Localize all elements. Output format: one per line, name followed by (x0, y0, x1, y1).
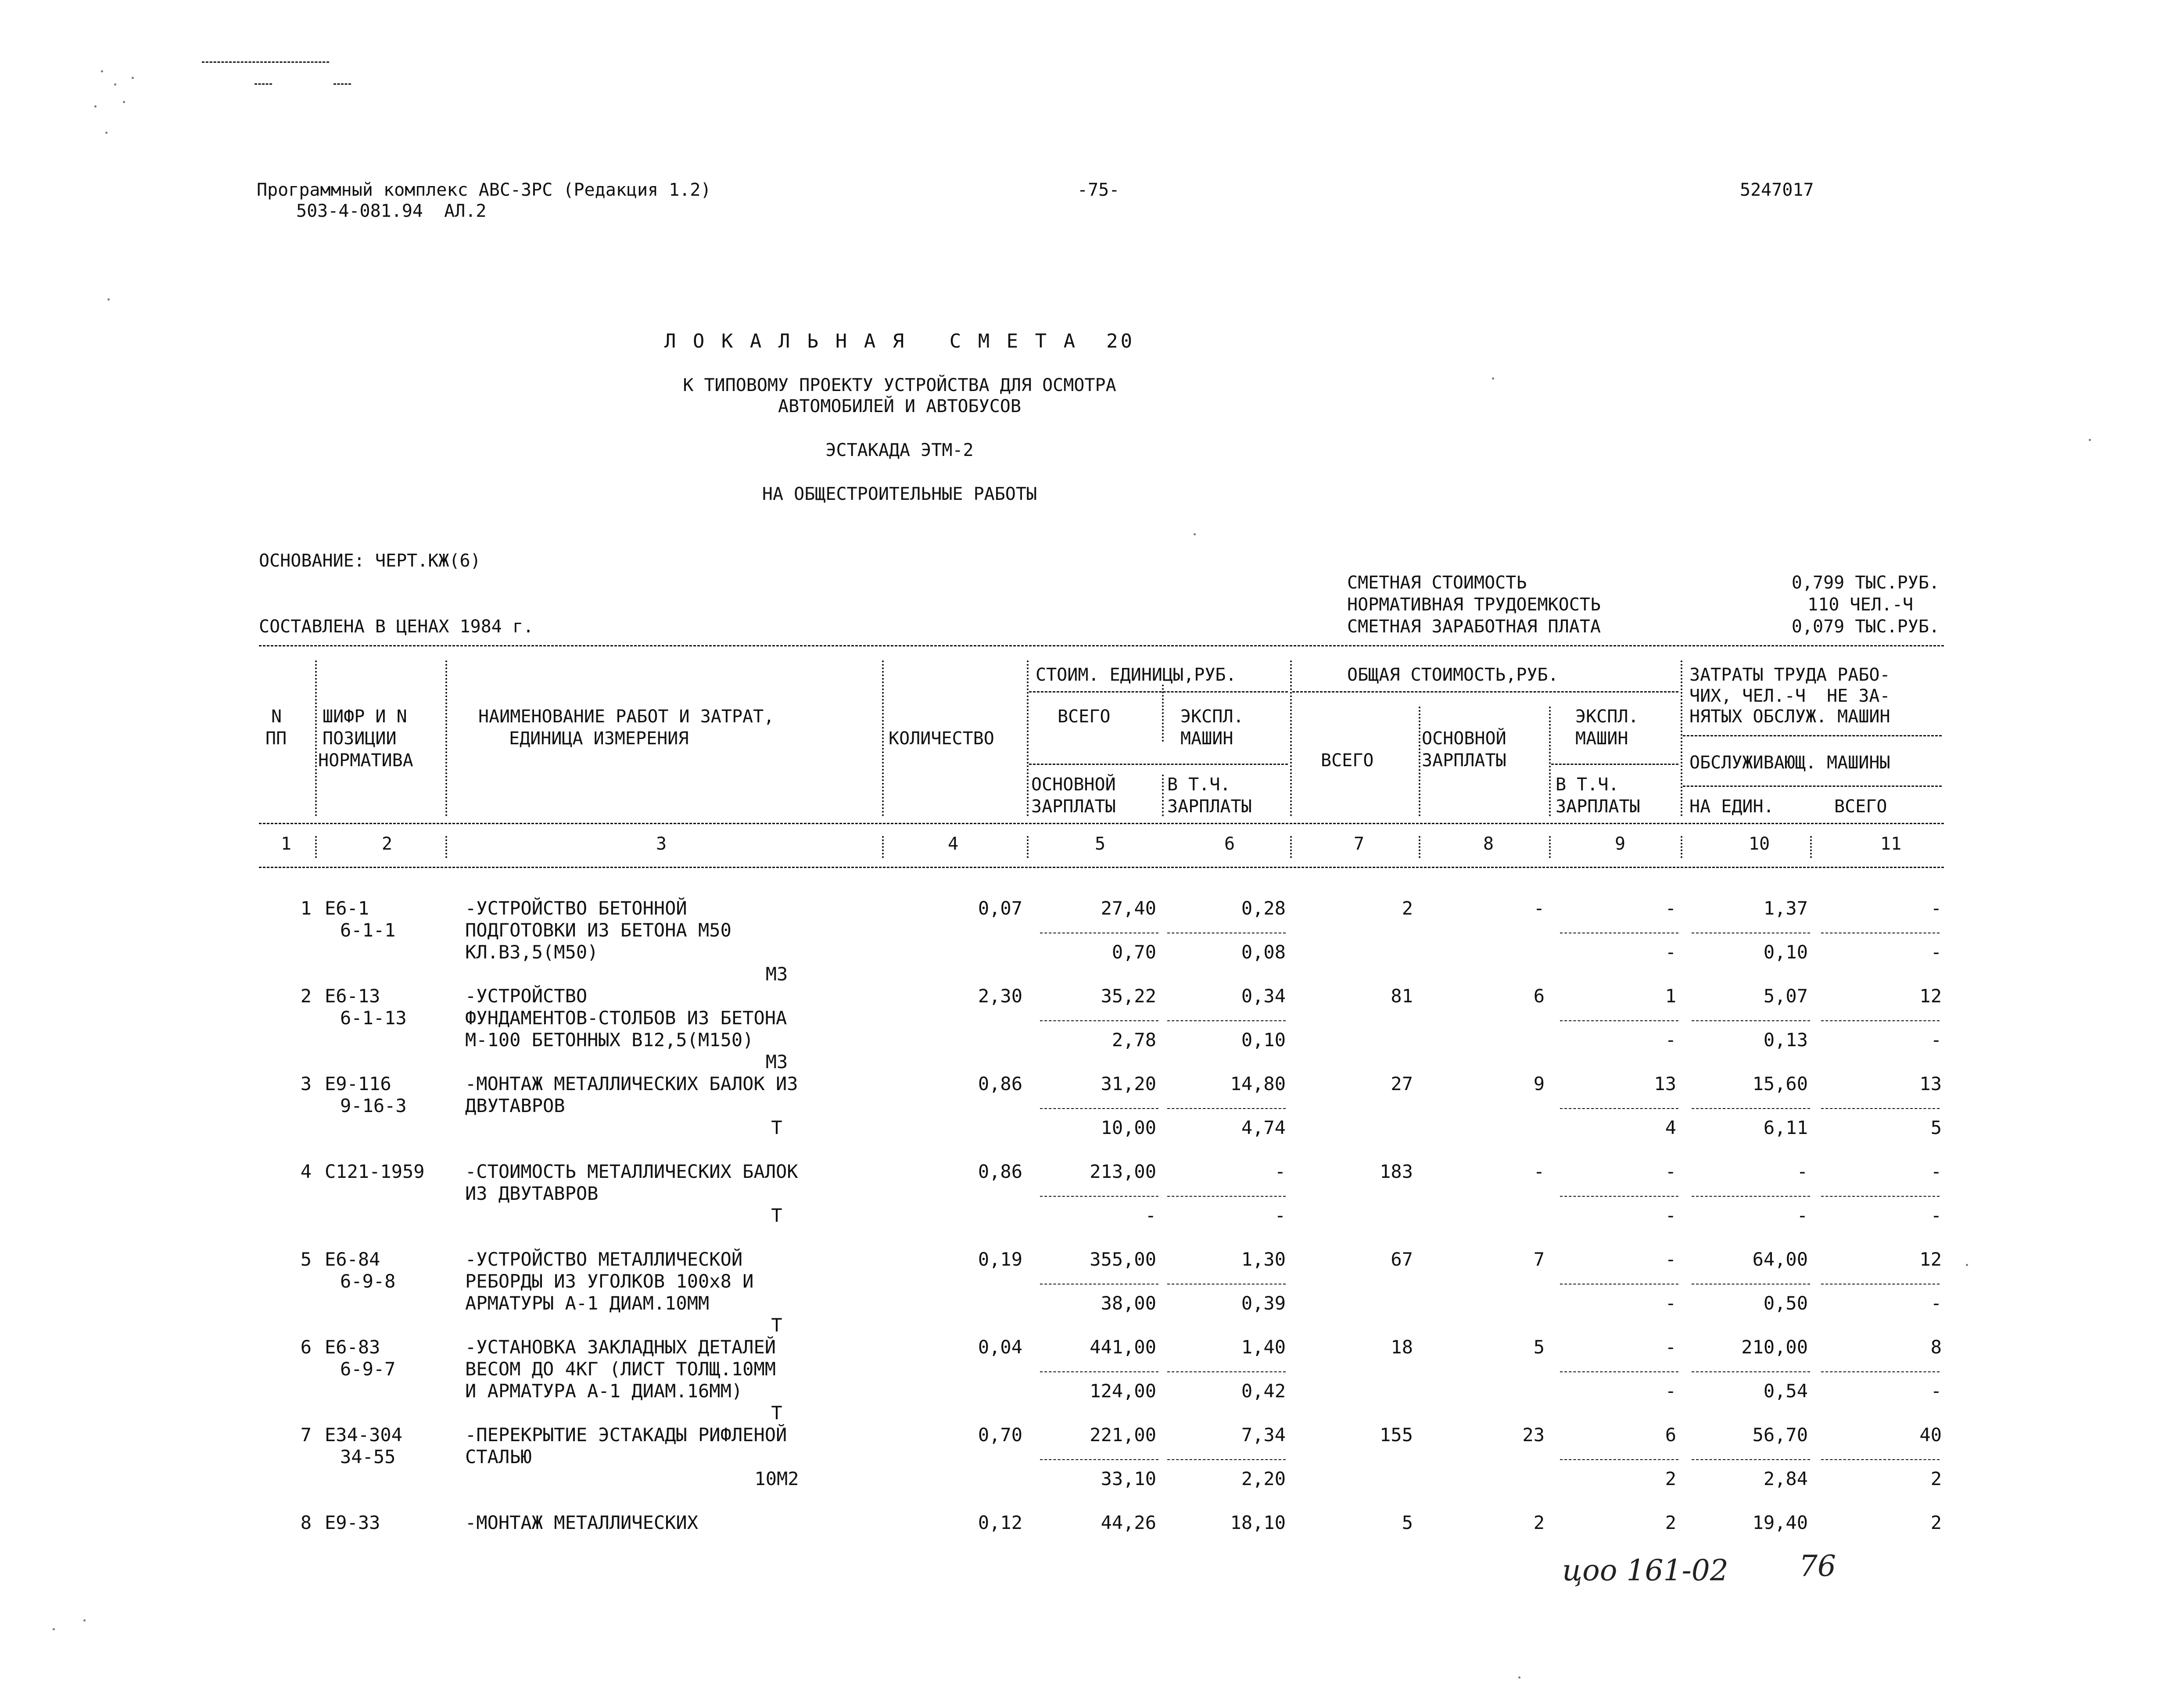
cell-separator (1040, 1459, 1158, 1460)
subheader-rule (1683, 786, 1942, 787)
header-labor-na-edin: НА ЕДИН. (1689, 797, 1774, 817)
row-code-2: 6-1-13 (340, 1007, 407, 1029)
col-divider (1419, 836, 1420, 858)
row-total-wages: - (1533, 1161, 1545, 1182)
row-unit-cost-machines: - (1274, 1161, 1286, 1182)
row-unit: М3 (765, 1051, 788, 1073)
col-divider (445, 660, 447, 816)
header-unit-osn-2: ЗАРПЛАТЫ (1031, 797, 1116, 817)
row-work-name: ДВУТАВРОВ (465, 1095, 565, 1116)
row-number: 6 (300, 1336, 312, 1358)
cell-separator (1040, 1284, 1158, 1285)
row-code-2: 34-55 (340, 1446, 396, 1468)
row-code: Е6-84 (325, 1249, 380, 1270)
row-labor-service-unit: 0,10 (1763, 941, 1808, 963)
cell-separator (1692, 1108, 1810, 1109)
row-work-name: ВЕСОМ ДО 4КГ (ЛИСТ ТОЛЩ.10ММ (465, 1358, 776, 1380)
row-work-name: ФУНДАМЕНТОВ-СТОЛБОВ ИЗ БЕТОНА (465, 1007, 787, 1029)
subheader-rule (1029, 764, 1288, 765)
summary-value-labor: 110 ЧЕЛ.-Ч (1807, 595, 1913, 615)
cell-separator (1821, 1459, 1940, 1460)
cell-separator (1821, 1284, 1940, 1285)
row-total-machine-wages: - (1665, 1029, 1676, 1051)
cell-separator (1692, 1459, 1810, 1460)
row-labor-total: - (1930, 897, 1942, 919)
row-total-cost: 18 (1391, 1336, 1413, 1358)
row-total-cost: 183 (1380, 1161, 1413, 1182)
row-number: 8 (300, 1512, 312, 1533)
row-work-name: -МОНТАЖ МЕТАЛЛИЧЕСКИХ (465, 1512, 699, 1533)
row-unit-wages: 2,78 (1112, 1029, 1156, 1051)
col-divider (1027, 836, 1029, 858)
row-labor-service-unit: 6,11 (1763, 1117, 1808, 1138)
column-number: 1 (281, 834, 292, 854)
row-work-name: АРМАТУРЫ А-1 ДИАМ.10ММ (465, 1292, 710, 1314)
row-total-cost: 81 (1391, 985, 1413, 1007)
summary-label-wages: СМЕТНАЯ ЗАРАБОТНАЯ ПЛАТА (1347, 617, 1601, 637)
header-total-vtch-1: В Т.Ч. (1556, 775, 1619, 795)
row-total-machine-wages: - (1665, 1292, 1676, 1314)
cell-separator (1560, 1020, 1678, 1021)
summary-label-labor: НОРМАТИВНАЯ ТРУДОЕМКОСТЬ (1347, 595, 1601, 615)
row-work-name: РЕБОРДЫ ИЗ УГОЛКОВ 100х8 И (465, 1270, 754, 1292)
scan-speck (83, 1619, 86, 1622)
subheader-rule (1551, 764, 1678, 765)
row-total-machine-wages: - (1665, 1380, 1676, 1402)
cell-separator (1167, 1196, 1286, 1197)
row-labor-service-total: - (1930, 941, 1942, 963)
col-divider (315, 836, 317, 858)
title-line-1: К ТИПОВОМУ ПРОЕКТУ УСТРОЙСТВА ДЛЯ ОСМОТРА (683, 375, 1116, 395)
row-labor-service-unit: 0,50 (1763, 1292, 1808, 1314)
row-total-machines: 1 (1665, 985, 1676, 1007)
row-quantity: 0,86 (978, 1161, 1022, 1182)
cell-separator (1167, 1459, 1286, 1460)
row-unit-cost-total: 35,22 (1101, 985, 1156, 1007)
column-number: 3 (656, 834, 667, 854)
row-unit-cost-total: 44,26 (1101, 1512, 1156, 1533)
row-unit-cost-total: 27,40 (1101, 897, 1156, 919)
row-work-name: И АРМАТУРА А-1 ДИАМ.16ММ) (465, 1380, 743, 1402)
row-total-wages: 23 (1522, 1424, 1545, 1446)
row-unit-wages: 10,00 (1101, 1117, 1156, 1138)
header-bottom-rule (259, 823, 1944, 824)
row-code-2: 6-9-8 (340, 1270, 396, 1292)
col-divider (1290, 660, 1292, 816)
header-name-1: НАИМЕНОВАНИЕ РАБОТ И ЗАТРАТ, (478, 707, 774, 727)
row-labor-per-unit: 15,60 (1752, 1073, 1808, 1094)
header-total-expl-1: ЭКСПЛ. (1575, 707, 1639, 727)
scan-speck (1518, 1676, 1520, 1679)
column-number: 11 (1880, 834, 1902, 854)
row-total-cost: 155 (1380, 1424, 1413, 1446)
row-unit-cost-machines: 1,30 (1241, 1249, 1286, 1270)
row-labor-per-unit: 19,40 (1752, 1512, 1808, 1533)
header-total-osn-2: ЗАРПЛАТЫ (1422, 750, 1506, 771)
col-divider (1810, 836, 1812, 858)
row-number: 2 (300, 985, 312, 1007)
column-number: 5 (1095, 834, 1106, 854)
row-quantity: 0,19 (978, 1249, 1022, 1270)
cell-separator (1040, 1108, 1158, 1109)
row-labor-per-unit: 64,00 (1752, 1249, 1808, 1270)
table-top-rule (259, 645, 1944, 646)
row-unit-wages: - (1145, 1205, 1156, 1226)
row-unit-cost-total: 355,00 (1090, 1249, 1156, 1270)
title-line-3: ЭСТАКАДА ЭТМ-2 (825, 440, 974, 460)
row-quantity: 0,04 (978, 1336, 1022, 1358)
row-total-machine-wages: - (1665, 941, 1676, 963)
row-work-name: -УСТРОЙСТВО БЕТОННОЙ (465, 897, 687, 919)
row-quantity: 2,30 (978, 985, 1022, 1007)
header-labor-1: ЗАТРАТЫ ТРУДА РАБО- (1689, 665, 1890, 685)
row-total-wages: 7 (1533, 1249, 1545, 1270)
col-divider (315, 660, 317, 816)
row-labor-per-unit: 210,00 (1741, 1336, 1808, 1358)
row-total-cost: 27 (1391, 1073, 1413, 1094)
row-number: 3 (300, 1073, 312, 1094)
row-total-wages: 5 (1533, 1336, 1545, 1358)
scan-artifact-line (202, 61, 329, 63)
row-number: 7 (300, 1424, 312, 1446)
header-name-2: ЕДИНИЦА ИЗМЕРЕНИЯ (509, 728, 689, 749)
scan-speck (1966, 1264, 1968, 1266)
row-unit-wages: 124,00 (1090, 1380, 1156, 1402)
row-labor-total: 13 (1919, 1073, 1942, 1094)
summary-label-cost: СМЕТНАЯ СТОИМОСТЬ (1347, 573, 1527, 593)
row-work-name: -УСТАНОВКА ЗАКЛАДНЫХ ДЕТАЛЕЙ (465, 1336, 776, 1358)
cell-separator (1560, 1459, 1678, 1460)
row-unit-cost-machines: 0,34 (1241, 985, 1286, 1007)
project-code: 503-4-081.94 АЛ.2 (296, 201, 487, 221)
title-line-4: НА ОБЩЕСТРОИТЕЛЬНЫЕ РАБОТЫ (762, 484, 1037, 504)
cell-separator (1821, 1020, 1940, 1021)
column-number: 2 (382, 834, 393, 854)
handwritten-page-number: 76 (1799, 1549, 1836, 1583)
header-unit-cost: СТОИМ. ЕДИНИЦЫ,РУБ. (1036, 665, 1237, 685)
row-unit-machine-wages: 2,20 (1241, 1468, 1286, 1489)
header-unit-expl-2: МАШИН (1180, 728, 1233, 749)
row-code: Е6-83 (325, 1336, 380, 1358)
row-labor-service-total: 5 (1930, 1117, 1942, 1138)
row-quantity: 0,07 (978, 897, 1022, 919)
header-n: N (271, 707, 282, 727)
row-work-name: -УСТРОЙСТВО (465, 985, 588, 1007)
cell-separator (1692, 1196, 1810, 1197)
row-quantity: 0,70 (978, 1424, 1022, 1446)
row-labor-service-total: - (1930, 1292, 1942, 1314)
row-code: Е6-13 (325, 985, 380, 1007)
column-number: 8 (1483, 834, 1494, 854)
row-total-machines: - (1665, 897, 1676, 919)
row-total-machines: - (1665, 1336, 1676, 1358)
cell-separator (1692, 1020, 1810, 1021)
scan-speck (105, 132, 108, 134)
row-labor-total: - (1930, 1161, 1942, 1182)
col-divider (1549, 707, 1551, 816)
row-code: С121-1959 (325, 1161, 425, 1182)
col-divider (1681, 660, 1682, 816)
scan-speck (123, 101, 125, 103)
basis-text: ОСНОВАНИЕ: ЧЕРТ.КЖ(6) (259, 551, 481, 571)
row-labor-service-unit: 0,54 (1763, 1380, 1808, 1402)
row-work-name: -МОНТАЖ МЕТАЛЛИЧЕСКИХ БАЛОК ИЗ (465, 1073, 798, 1094)
scan-artifact-line (333, 83, 351, 85)
row-total-machines: - (1665, 1249, 1676, 1270)
row-work-name: СТАЛЬЮ (465, 1446, 532, 1468)
row-code: Е34-304 (325, 1424, 403, 1446)
subheader-rule (1292, 691, 1678, 693)
row-labor-service-total: - (1930, 1205, 1942, 1226)
cell-separator (1167, 1371, 1286, 1372)
col-divider (882, 660, 884, 816)
header-unit-vtch-2: ЗАРПЛАТЫ (1167, 797, 1252, 817)
row-unit-cost-machines: 18,10 (1230, 1512, 1286, 1533)
col-divider (1549, 836, 1551, 858)
scan-speck (53, 1628, 55, 1630)
row-quantity: 0,12 (978, 1512, 1022, 1533)
scan-speck (108, 298, 110, 301)
col-divider (1162, 685, 1164, 742)
row-unit-cost-total: 221,00 (1090, 1424, 1156, 1446)
row-total-cost: 5 (1402, 1512, 1413, 1533)
cell-separator (1560, 1371, 1678, 1372)
scan-speck (1194, 533, 1196, 535)
row-labor-per-unit: 56,70 (1752, 1424, 1808, 1446)
row-unit-wages: 0,70 (1112, 941, 1156, 963)
header-qty: КОЛИЧЕСТВО (889, 728, 994, 749)
header-unit-expl-1: ЭКСПЛ. (1180, 707, 1244, 727)
row-labor-service-unit: 0,13 (1763, 1029, 1808, 1051)
col-divider (1290, 836, 1292, 858)
header-code-2: ПОЗИЦИИ (323, 728, 397, 749)
row-unit: Т (771, 1117, 782, 1138)
row-unit-wages: 33,10 (1101, 1468, 1156, 1489)
cell-separator (1040, 1020, 1158, 1021)
row-unit-wages: 38,00 (1101, 1292, 1156, 1314)
header-pp: ПП (265, 728, 287, 749)
header-unit-vtch-1: В Т.Ч. (1167, 775, 1231, 795)
header-unit-vsego: ВСЕГО (1058, 707, 1111, 727)
cell-separator (1692, 1371, 1810, 1372)
row-labor-per-unit: 1,37 (1763, 897, 1808, 919)
column-number: 10 (1749, 834, 1770, 854)
row-code-2: 6-1-1 (340, 919, 396, 941)
row-total-wages: 2 (1533, 1512, 1545, 1533)
row-unit: Т (771, 1314, 782, 1336)
row-number: 4 (300, 1161, 312, 1182)
header-labor-3: НЯТЫХ ОБСЛУЖ. МАШИН (1689, 707, 1890, 727)
row-unit-cost-machines: 14,80 (1230, 1073, 1286, 1094)
header-unit-osn-1: ОСНОВНОЙ (1031, 775, 1116, 795)
row-number: 1 (300, 897, 312, 919)
row-labor-total: 12 (1919, 985, 1942, 1007)
row-unit-machine-wages: 0,10 (1241, 1029, 1286, 1051)
row-work-name: М-100 БЕТОННЫХ В12,5(М150) (465, 1029, 754, 1051)
row-work-name: -СТОИМОСТЬ МЕТАЛЛИЧЕСКИХ БАЛОК (465, 1161, 798, 1182)
row-code: Е9-116 (325, 1073, 391, 1094)
scan-artifact-line (255, 83, 272, 85)
row-total-machines: 13 (1654, 1073, 1676, 1094)
col-divider (1162, 775, 1164, 816)
row-unit-machine-wages: 0,08 (1241, 941, 1286, 963)
page-number: -75- (1077, 180, 1120, 200)
cell-separator (1040, 1371, 1158, 1372)
subheader-rule (1683, 735, 1942, 736)
header-total-vsego: ВСЕГО (1321, 750, 1374, 771)
row-total-machine-wages: 2 (1665, 1468, 1676, 1489)
summary-value-wages: 0,079 ТЫС.РУБ. (1791, 617, 1940, 637)
row-unit-machine-wages: 0,39 (1241, 1292, 1286, 1314)
row-labor-total: 8 (1930, 1336, 1942, 1358)
row-total-wages: 9 (1533, 1073, 1545, 1094)
row-labor-total: 40 (1919, 1424, 1942, 1446)
row-unit: 10М2 (754, 1468, 799, 1489)
row-total-machines: - (1665, 1161, 1676, 1182)
row-labor-total: 12 (1919, 1249, 1942, 1270)
row-unit-machine-wages: - (1274, 1205, 1286, 1226)
row-labor-service-total: 2 (1930, 1468, 1942, 1489)
row-total-cost: 67 (1391, 1249, 1413, 1270)
scan-speck (114, 83, 116, 86)
col-divider (882, 836, 884, 858)
row-unit: М3 (765, 963, 788, 985)
estimate-title: Л О К А Л Ь Н А Я С М Е Т А 20 (664, 330, 1135, 352)
summary-value-cost: 0,799 ТЫС.РУБ. (1791, 573, 1940, 593)
row-total-wages: - (1533, 897, 1545, 919)
scan-speck (94, 105, 97, 108)
header-code-3: НОРМАТИВА (318, 750, 413, 771)
row-work-name: ПОДГОТОВКИ ИЗ БЕТОНА М50 (465, 919, 731, 941)
row-labor-service-total: - (1930, 1380, 1942, 1402)
scan-speck (1492, 377, 1494, 380)
subheader-rule (1029, 691, 1288, 693)
row-total-machines: 2 (1665, 1512, 1676, 1533)
column-number: 9 (1615, 834, 1626, 854)
row-labor-service-total: - (1930, 1029, 1942, 1051)
cell-separator (1821, 1108, 1940, 1109)
cell-separator (1560, 1108, 1678, 1109)
cell-separator (1692, 1284, 1810, 1285)
row-labor-per-unit: - (1796, 1161, 1808, 1182)
cell-separator (1560, 1284, 1678, 1285)
column-numbers-rule (259, 867, 1944, 868)
column-number: 4 (948, 834, 959, 854)
row-code: Е6-1 (325, 897, 369, 919)
row-work-name: -ПЕРЕКРЫТИЕ ЭСТАКАДЫ РИФЛЕНОЙ (465, 1424, 787, 1446)
scan-speck (2089, 439, 2091, 441)
row-unit-machine-wages: 4,74 (1241, 1117, 1286, 1138)
row-unit: Т (771, 1205, 782, 1226)
row-total-machine-wages: - (1665, 1205, 1676, 1226)
header-total-expl-2: МАШИН (1575, 728, 1628, 749)
row-work-name: КЛ.В3,5(М50) (465, 941, 599, 963)
header-total-osn-1: ОСНОВНОЙ (1422, 728, 1506, 749)
prices-year: СОСТАВЛЕНА В ЦЕНАХ 1984 г. (259, 617, 534, 637)
col-divider (1681, 836, 1682, 858)
col-divider (445, 836, 447, 858)
row-total-cost: 2 (1402, 897, 1413, 919)
row-unit-cost-machines: 7,34 (1241, 1424, 1286, 1446)
row-total-machines: 6 (1665, 1424, 1676, 1446)
row-number: 5 (300, 1249, 312, 1270)
program-name: Программный комплекс АВС-3РС (Редакция 1.2) (257, 180, 711, 200)
header-total-vtch-2: ЗАРПЛАТЫ (1556, 797, 1640, 817)
handwritten-archive-number: цоо 161-02 (1562, 1554, 1728, 1587)
row-unit-cost-machines: 0,28 (1241, 897, 1286, 919)
header-labor-2: ЧИХ, ЧЕЛ.-Ч НЕ ЗА- (1689, 686, 1890, 706)
row-unit-cost-total: 31,20 (1101, 1073, 1156, 1094)
cell-separator (1821, 1196, 1940, 1197)
row-work-name: ИЗ ДВУТАВРОВ (465, 1183, 599, 1204)
cell-separator (1040, 1196, 1158, 1197)
column-number: 7 (1354, 834, 1365, 854)
header-labor-vsego: ВСЕГО (1834, 797, 1887, 817)
row-labor-per-unit: 5,07 (1763, 985, 1808, 1007)
document-number: 5247017 (1740, 180, 1814, 200)
row-unit: Т (771, 1402, 782, 1424)
cell-separator (1167, 1284, 1286, 1285)
row-code-2: 6-9-7 (340, 1358, 396, 1380)
row-labor-total: 2 (1930, 1512, 1942, 1533)
row-code: Е9-33 (325, 1512, 380, 1533)
row-unit-cost-total: 441,00 (1090, 1336, 1156, 1358)
cell-separator (1167, 1108, 1286, 1109)
cell-separator (1821, 1371, 1940, 1372)
header-code-1: ШИФР И N (323, 707, 407, 727)
col-divider (1419, 707, 1420, 816)
row-unit-cost-total: 213,00 (1090, 1161, 1156, 1182)
row-labor-service-unit: 2,84 (1763, 1468, 1808, 1489)
row-total-machine-wages: 4 (1665, 1117, 1676, 1138)
row-quantity: 0,86 (978, 1073, 1022, 1094)
column-number: 6 (1224, 834, 1235, 854)
row-unit-machine-wages: 0,42 (1241, 1380, 1286, 1402)
scan-speck (101, 70, 103, 72)
cell-separator (1167, 1020, 1286, 1021)
header-labor-obsl: ОБСЛУЖИВАЮЩ. МАШИНЫ (1689, 753, 1890, 773)
row-work-name: -УСТРОЙСТВО МЕТАЛЛИЧЕСКОЙ (465, 1249, 743, 1270)
col-divider (1027, 660, 1029, 816)
cell-separator (1560, 1196, 1678, 1197)
row-unit-cost-machines: 1,40 (1241, 1336, 1286, 1358)
title-line-2: АВТОМОБИЛЕЙ И АВТОБУСОВ (778, 396, 1021, 416)
scan-speck (132, 77, 134, 79)
row-total-wages: 6 (1533, 985, 1545, 1007)
row-code-2: 9-16-3 (340, 1095, 407, 1116)
row-labor-service-unit: - (1796, 1205, 1808, 1226)
header-total-cost: ОБЩАЯ СТОИМОСТЬ,РУБ. (1347, 665, 1559, 685)
